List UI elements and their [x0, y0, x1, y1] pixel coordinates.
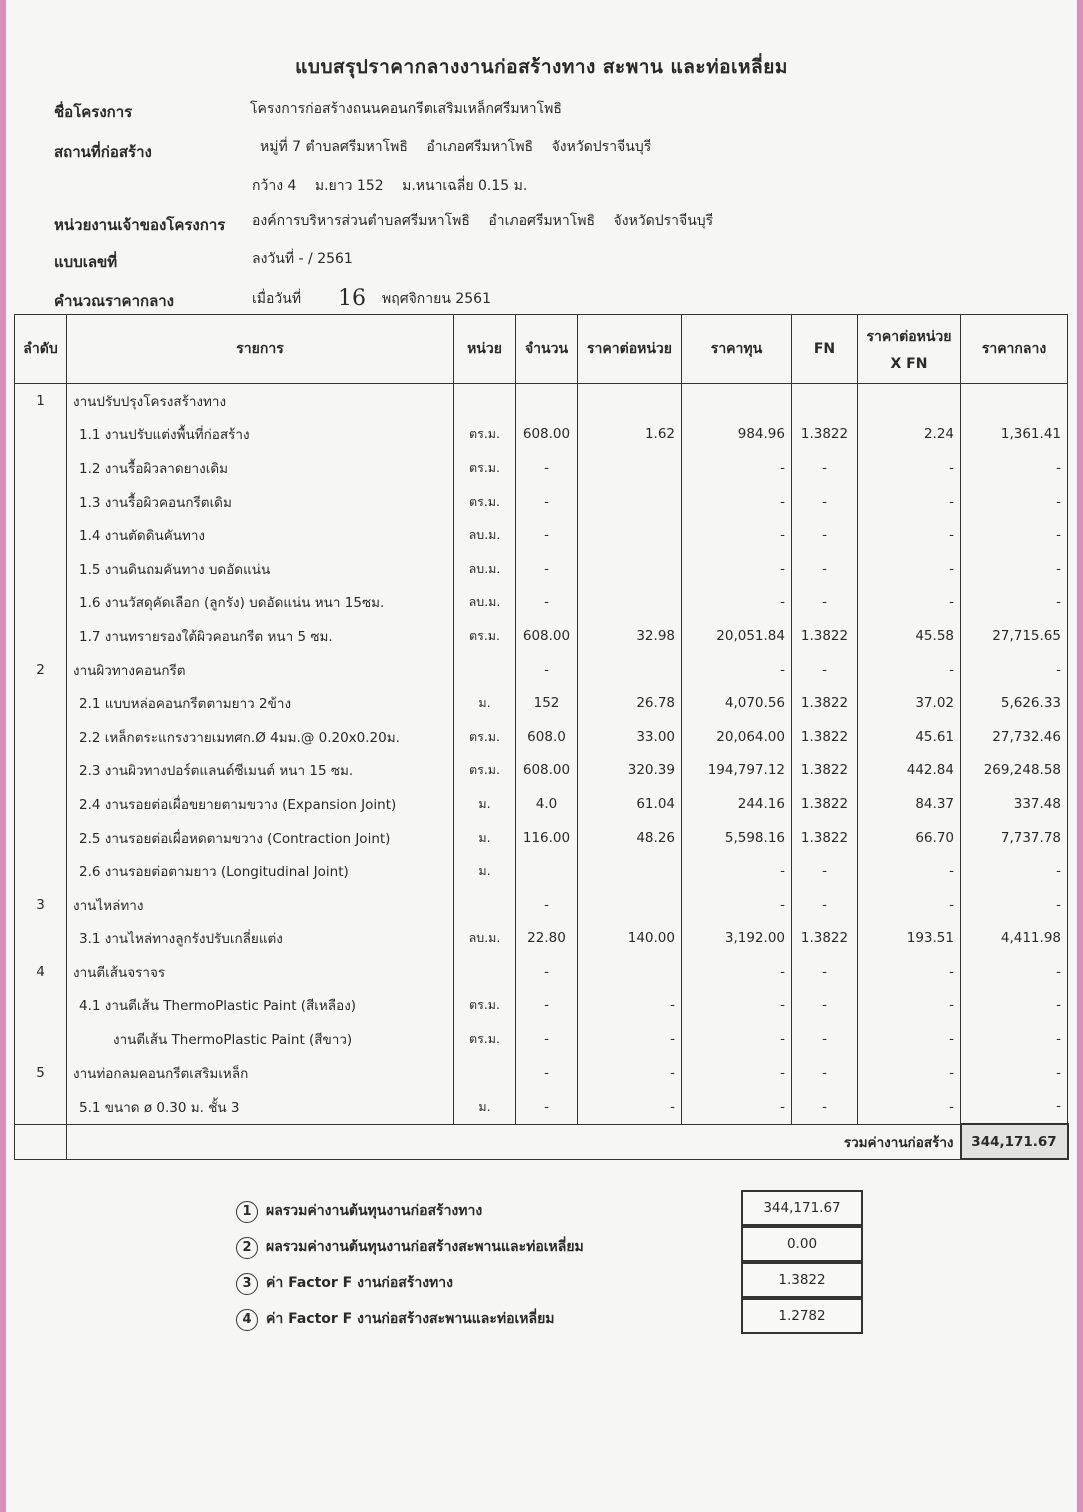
- row-price-fn: 37.02: [858, 686, 961, 720]
- row-fn: -: [792, 485, 858, 519]
- row-unit: ตร.ม.: [454, 989, 516, 1023]
- row-item: งานท่อกลมคอนกรีตเสริมเหล็ก: [67, 1056, 454, 1090]
- row-fn: -: [792, 451, 858, 485]
- row-unit: [454, 888, 516, 922]
- site-value: [260, 136, 665, 158]
- row-cost: 5,598.16: [682, 821, 792, 855]
- row-item: 2.6 งานรอยต่อตามยาว (Longitudinal Joint): [67, 854, 454, 888]
- row-price-fn: [858, 384, 961, 418]
- col-header-unit-fn-line2: X FN: [890, 356, 928, 372]
- row-price-fn: -: [858, 989, 961, 1023]
- row-unit-price: [578, 384, 682, 418]
- row-unit: ตร.ม.: [454, 451, 516, 485]
- table-row: [15, 686, 1068, 720]
- row-no: [15, 1089, 67, 1124]
- table-row: [15, 955, 1068, 989]
- row-price-fn: -: [858, 451, 961, 485]
- row-qty: -: [516, 586, 578, 620]
- row-mid-price: -: [961, 854, 1068, 888]
- col-header-unit-fn: [858, 315, 961, 384]
- row-unit: ตร.ม.: [454, 619, 516, 653]
- row-cost: -: [682, 485, 792, 519]
- row-fn: 1.3822: [792, 821, 858, 855]
- row-item: 2.3 งานผิวทางปอร์ตแลนด์ซีเมนต์ หนา 15 ซม.: [67, 754, 454, 788]
- summary-label: ค่า Factor F งานก่อสร้างสะพานและท่อเหลี่ยม: [266, 1311, 555, 1327]
- row-item: 2.4 งานรอยต่อเผื่อขยายตามขวาง (Expansion Joint): [67, 787, 454, 821]
- row-cost: 984.96: [682, 418, 792, 452]
- table-row: [15, 922, 1068, 956]
- row-fn: [792, 384, 858, 418]
- row-no: [15, 989, 67, 1023]
- row-fn: -: [792, 854, 858, 888]
- row-price-fn: 193.51: [858, 922, 961, 956]
- row-mid-price: -: [961, 552, 1068, 586]
- col-header-fn: FN: [792, 315, 858, 384]
- row-fn: -: [792, 552, 858, 586]
- calc-date-prefix: เมื่อวันที่: [252, 291, 302, 307]
- total-label: รวมค่างานก่อสร้าง: [67, 1124, 961, 1159]
- row-unit-price: [578, 485, 682, 519]
- row-qty: [516, 384, 578, 418]
- row-price-fn: -: [858, 955, 961, 989]
- row-qty: -: [516, 888, 578, 922]
- price-table: [14, 314, 1069, 1160]
- calc-label: คำนวณราคากลาง: [54, 292, 175, 310]
- row-qty: -: [516, 485, 578, 519]
- row-no: [15, 821, 67, 855]
- summary-number-badge: 1: [236, 1201, 258, 1223]
- summary-value-box: 344,171.67: [741, 1190, 863, 1226]
- row-fn: -: [792, 989, 858, 1023]
- row-fn: 1.3822: [792, 686, 858, 720]
- row-mid-price: -: [961, 1056, 1068, 1090]
- owner-org: องค์การบริหารส่วนตำบลศรีมหาโพธิ: [252, 213, 470, 229]
- row-unit: ม.: [454, 1089, 516, 1124]
- row-unit: ม.: [454, 821, 516, 855]
- row-qty: -: [516, 1056, 578, 1090]
- row-item: งานผิวทางคอนกรีต: [67, 653, 454, 687]
- row-price-fn: -: [858, 552, 961, 586]
- row-fn: 1.3822: [792, 418, 858, 452]
- row-price-fn: -: [858, 1022, 961, 1056]
- col-header-cost: ราคาทุน: [682, 315, 792, 384]
- row-mid-price: -: [961, 518, 1068, 552]
- row-mid-price: 27,732.46: [961, 720, 1068, 754]
- col-header-unit-fn-line1: ราคาต่อหน่วย: [866, 329, 952, 345]
- row-unit: ตร.ม.: [454, 720, 516, 754]
- table-row: [15, 1089, 1068, 1124]
- summary-label: ผลรวมค่างานต้นทุนงานก่อสร้างทาง: [266, 1203, 483, 1219]
- row-cost: -: [682, 653, 792, 687]
- row-price-fn: 442.84: [858, 754, 961, 788]
- row-cost: -: [682, 1056, 792, 1090]
- row-no: [15, 720, 67, 754]
- row-cost: [682, 384, 792, 418]
- row-no: [15, 787, 67, 821]
- row-unit-price: [578, 854, 682, 888]
- row-qty: 4.0: [516, 787, 578, 821]
- row-qty: -: [516, 518, 578, 552]
- row-price-fn: -: [858, 653, 961, 687]
- row-no: [15, 485, 67, 519]
- row-no: 2: [15, 653, 67, 687]
- total-value: 344,171.67: [961, 1124, 1068, 1159]
- row-qty: 608.00: [516, 619, 578, 653]
- row-unit-price: [578, 653, 682, 687]
- row-price-fn: -: [858, 1089, 961, 1124]
- row-qty: -: [516, 1089, 578, 1124]
- summary-row: [236, 1236, 584, 1259]
- row-mid-price: -: [961, 451, 1068, 485]
- row-cost: -: [682, 854, 792, 888]
- row-fn: 1.3822: [792, 720, 858, 754]
- row-no: [15, 922, 67, 956]
- row-mid-price: [961, 384, 1068, 418]
- row-price-fn: -: [858, 888, 961, 922]
- row-mid-price: 4,411.98: [961, 922, 1068, 956]
- row-mid-price: -: [961, 888, 1068, 922]
- row-cost: -: [682, 1089, 792, 1124]
- table-row: [15, 384, 1068, 418]
- row-mid-price: 5,626.33: [961, 686, 1068, 720]
- row-unit: ม.: [454, 854, 516, 888]
- width-value: กว้าง 4: [252, 178, 297, 194]
- row-item: งานตีเส้นจราจร: [67, 955, 454, 989]
- row-item: 1.5 งานดินถมคันทาง บดอัดแน่น: [67, 552, 454, 586]
- row-no: [15, 451, 67, 485]
- row-cost: 4,070.56: [682, 686, 792, 720]
- row-item: 1.1 งานปรับแต่งพื้นที่ก่อสร้าง: [67, 418, 454, 452]
- row-qty: -: [516, 989, 578, 1023]
- row-no: [15, 418, 67, 452]
- row-fn: 1.3822: [792, 619, 858, 653]
- row-fn: -: [792, 1089, 858, 1124]
- length-value: ม.ยาว 152: [314, 178, 384, 194]
- row-price-fn: -: [858, 1056, 961, 1090]
- row-fn: -: [792, 1056, 858, 1090]
- row-fn: -: [792, 1022, 858, 1056]
- row-no: [15, 518, 67, 552]
- summary-row: [236, 1272, 453, 1295]
- row-item: 1.7 งานทรายรองใต้ผิวคอนกรีต หนา 5 ซม.: [67, 619, 454, 653]
- row-unit: ม.: [454, 787, 516, 821]
- row-item: 2.5 งานรอยต่อเผื่อหดตามขวาง (Contraction Joint): [67, 821, 454, 855]
- owner-district: อำเภอศรีมหาโพธิ: [488, 213, 596, 229]
- row-item: 5.1 ขนาด ø 0.30 ม. ชั้น 3: [67, 1089, 454, 1124]
- table-row: [15, 720, 1068, 754]
- row-unit-price: [578, 451, 682, 485]
- row-unit-price: -: [578, 1022, 682, 1056]
- total-row: [15, 1124, 1068, 1159]
- row-no: [15, 1022, 67, 1056]
- row-unit-price: 320.39: [578, 754, 682, 788]
- row-cost: -: [682, 888, 792, 922]
- row-unit: [454, 384, 516, 418]
- site-label: สถานที่ก่อสร้าง: [54, 143, 152, 161]
- col-header-no: ลำดับ: [15, 315, 67, 384]
- row-unit: ตร.ม.: [454, 1022, 516, 1056]
- row-no: [15, 552, 67, 586]
- project-name: โครงการก่อสร้างถนนคอนกรีตเสริมเหล็กศรีมหาโพธิ: [250, 101, 562, 117]
- row-no: [15, 586, 67, 620]
- table-body: [15, 384, 1068, 1125]
- row-price-fn: -: [858, 586, 961, 620]
- row-item: งานปรับปรุงโครงสร้างทาง: [67, 384, 454, 418]
- summary-value-box: 1.2782: [741, 1298, 863, 1334]
- col-header-unit: หน่วย: [454, 315, 516, 384]
- row-qty: -: [516, 451, 578, 485]
- project-label: ชื่อโครงการ: [54, 103, 133, 121]
- row-mid-price: -: [961, 586, 1068, 620]
- row-unit-price: [578, 586, 682, 620]
- row-item: 2.2 เหล็กตระแกรงวายเมทศก.Ø 4มม.@ 0.20x0.20ม.: [67, 720, 454, 754]
- summary-number-badge: 4: [236, 1309, 258, 1331]
- row-no: 5: [15, 1056, 67, 1090]
- row-cost: 3,192.00: [682, 922, 792, 956]
- col-header-mid-price: ราคากลาง: [961, 315, 1068, 384]
- row-unit: ลบ.ม.: [454, 518, 516, 552]
- table-row: [15, 787, 1068, 821]
- row-mid-price: 337.48: [961, 787, 1068, 821]
- calc-day-handwritten: 16: [338, 286, 366, 311]
- row-item: งานไหล่ทาง: [67, 888, 454, 922]
- row-unit: ม.: [454, 686, 516, 720]
- row-qty: 608.0: [516, 720, 578, 754]
- row-qty: -: [516, 955, 578, 989]
- row-no: 3: [15, 888, 67, 922]
- row-qty: 608.00: [516, 418, 578, 452]
- row-item: 1.2 งานรื้อผิวลาดยางเดิม: [67, 451, 454, 485]
- table-row: [15, 1056, 1068, 1090]
- row-cost: -: [682, 955, 792, 989]
- row-qty: [516, 854, 578, 888]
- row-fn: 1.3822: [792, 922, 858, 956]
- table-header-row: [15, 315, 1068, 384]
- row-cost: 20,051.84: [682, 619, 792, 653]
- row-unit: [454, 1056, 516, 1090]
- row-unit: ตร.ม.: [454, 418, 516, 452]
- table-row: [15, 418, 1068, 452]
- row-unit-price: [578, 518, 682, 552]
- summary-value-box: 1.3822: [741, 1262, 863, 1298]
- row-qty: 22.80: [516, 922, 578, 956]
- document-page: [6, 0, 1077, 1512]
- row-cost: -: [682, 989, 792, 1023]
- site-subdistrict: หมู่ที่ 7 ตำบลศรีมหาโพธิ: [260, 139, 408, 155]
- row-unit-price: -: [578, 1089, 682, 1124]
- row-mid-price: 27,715.65: [961, 619, 1068, 653]
- row-qty: 608.00: [516, 754, 578, 788]
- row-no: [15, 619, 67, 653]
- table-row: [15, 451, 1068, 485]
- table-row: [15, 854, 1068, 888]
- row-unit-price: 26.78: [578, 686, 682, 720]
- table-row: [15, 821, 1068, 855]
- row-cost: -: [682, 552, 792, 586]
- row-price-fn: 2.24: [858, 418, 961, 452]
- row-mid-price: -: [961, 989, 1068, 1023]
- table-row: [15, 485, 1068, 519]
- row-unit-price: 48.26: [578, 821, 682, 855]
- row-unit-price: 1.62: [578, 418, 682, 452]
- row-fn: 1.3822: [792, 754, 858, 788]
- row-unit-price: 32.98: [578, 619, 682, 653]
- col-header-item: รายการ: [67, 315, 454, 384]
- row-mid-price: -: [961, 1089, 1068, 1124]
- row-price-fn: 45.58: [858, 619, 961, 653]
- row-item: งานตีเส้น ThermoPlastic Paint (สีขาว): [67, 1022, 454, 1056]
- document-title: แบบสรุปราคากลางงานก่อสร้างทาง สะพาน และท่อเหลี่ยม: [295, 56, 788, 78]
- table-row: [15, 1022, 1068, 1056]
- row-fn: -: [792, 888, 858, 922]
- row-mid-price: 7,737.78: [961, 821, 1068, 855]
- row-no: [15, 686, 67, 720]
- row-qty: 152: [516, 686, 578, 720]
- row-item: 1.6 งานวัสดุคัดเลือก (ลูกรัง) บดอัดแน่น หนา 15ซม.: [67, 586, 454, 620]
- row-cost: -: [682, 451, 792, 485]
- summary-row: [236, 1308, 555, 1331]
- row-qty: -: [516, 1022, 578, 1056]
- table-row: [15, 888, 1068, 922]
- row-unit: ลบ.ม.: [454, 586, 516, 620]
- row-no: [15, 854, 67, 888]
- summary-row: [236, 1200, 482, 1223]
- row-mid-price: -: [961, 653, 1068, 687]
- row-price-fn: 45.61: [858, 720, 961, 754]
- row-mid-price: -: [961, 955, 1068, 989]
- row-no: 4: [15, 955, 67, 989]
- row-unit-price: [578, 955, 682, 989]
- row-unit-price: 61.04: [578, 787, 682, 821]
- site-district: อำเภอศรีมหาโพธิ: [426, 139, 534, 155]
- table-row: [15, 653, 1068, 687]
- summary-number-badge: 2: [236, 1237, 258, 1259]
- row-cost: -: [682, 518, 792, 552]
- row-price-fn: -: [858, 518, 961, 552]
- row-item: 1.3 งานรื้อผิวคอนกรีตเดิม: [67, 485, 454, 519]
- row-fn: -: [792, 586, 858, 620]
- row-qty: 116.00: [516, 821, 578, 855]
- row-fn: -: [792, 955, 858, 989]
- table-row: [15, 754, 1068, 788]
- calc-date-rest: พฤศจิกายน 2561: [382, 291, 491, 307]
- table-row: [15, 989, 1068, 1023]
- row-fn: 1.3822: [792, 787, 858, 821]
- dimensions: [252, 175, 541, 197]
- row-fn: -: [792, 653, 858, 687]
- row-price-fn: -: [858, 854, 961, 888]
- row-item: 2.1 แบบหล่อคอนกรีตตามยาว 2ข้าง: [67, 686, 454, 720]
- row-unit: ตร.ม.: [454, 754, 516, 788]
- row-cost: -: [682, 1022, 792, 1056]
- row-unit-price: [578, 888, 682, 922]
- table-row: [15, 586, 1068, 620]
- row-qty: -: [516, 653, 578, 687]
- summary-value-box: 0.00: [741, 1226, 863, 1262]
- summary-label: ค่า Factor F งานก่อสร้างทาง: [266, 1275, 453, 1291]
- row-unit: [454, 955, 516, 989]
- row-price-fn: -: [858, 485, 961, 519]
- row-mid-price: 1,361.41: [961, 418, 1068, 452]
- row-item: 3.1 งานไหล่ทางลูกรังปรับเกลี่ยแต่ง: [67, 922, 454, 956]
- row-cost: 20,064.00: [682, 720, 792, 754]
- row-unit: [454, 653, 516, 687]
- site-province: จังหวัดปราจีนบุรี: [551, 139, 652, 155]
- col-header-qty: จำนวน: [516, 315, 578, 384]
- row-fn: -: [792, 518, 858, 552]
- row-mid-price: -: [961, 485, 1068, 519]
- form-no-label: แบบเลขที่: [54, 253, 118, 271]
- row-mid-price: 269,248.58: [961, 754, 1068, 788]
- table-row: [15, 518, 1068, 552]
- row-unit-price: 33.00: [578, 720, 682, 754]
- summary-number-badge: 3: [236, 1273, 258, 1295]
- row-cost: -: [682, 586, 792, 620]
- row-price-fn: 66.70: [858, 821, 961, 855]
- table-row: [15, 619, 1068, 653]
- row-item: 1.4 งานตัดดินคันทาง: [67, 518, 454, 552]
- row-no: 1: [15, 384, 67, 418]
- total-spacer: [15, 1124, 67, 1159]
- row-unit-price: [578, 552, 682, 586]
- owner-label: หน่วยงานเจ้าของโครงการ: [54, 216, 226, 234]
- row-item: 4.1 งานตีเส้น ThermoPlastic Paint (สีเหลือง): [67, 989, 454, 1023]
- row-unit: ตร.ม.: [454, 485, 516, 519]
- owner-province: จังหวัดปราจีนบุรี: [613, 213, 714, 229]
- row-cost: 194,797.12: [682, 754, 792, 788]
- row-unit: ลบ.ม.: [454, 552, 516, 586]
- row-unit-price: 140.00: [578, 922, 682, 956]
- row-unit-price: -: [578, 989, 682, 1023]
- thickness-value: ม.หนาเฉลี่ย 0.15 ม.: [402, 178, 528, 194]
- table-row: [15, 552, 1068, 586]
- row-cost: 244.16: [682, 787, 792, 821]
- form-no-value: ลงวันที่ - / 2561: [252, 251, 353, 267]
- summary-label: ผลรวมค่างานต้นทุนงานก่อสร้างสะพานและท่อเหลี่ยม: [266, 1239, 584, 1255]
- row-no: [15, 754, 67, 788]
- col-header-unit-price: ราคาต่อหน่วย: [578, 315, 682, 384]
- row-unit-price: -: [578, 1056, 682, 1090]
- row-price-fn: 84.37: [858, 787, 961, 821]
- row-mid-price: -: [961, 1022, 1068, 1056]
- row-unit: ลบ.ม.: [454, 922, 516, 956]
- row-qty: -: [516, 552, 578, 586]
- owner-value: [252, 210, 727, 232]
